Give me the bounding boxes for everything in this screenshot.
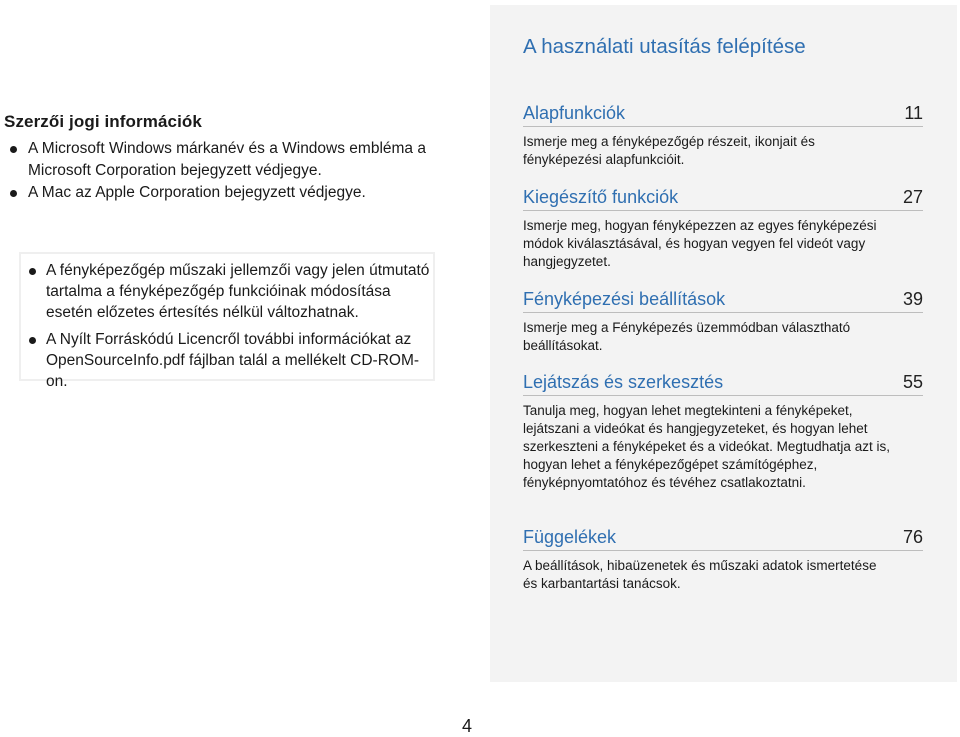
section-page: 76 — [902, 527, 923, 547]
section-description: Ismerje meg a fényképezőgép részeit, ikonjait és fényképezési alapfunkcióit. — [523, 134, 815, 167]
copyright-list — [4, 138, 454, 204]
copyright-item: A Microsoft Windows márkanév és a Windows embléma a Microsoft Corporation bejegyzett védjegye. — [4, 138, 454, 182]
section-description: Ismerje meg a Fényképezés üzemmódban választható beállításokat. — [523, 320, 851, 353]
section-page: 11 — [904, 103, 923, 123]
section-description: Ismerje meg, hogyan fényképezzen az egyes fényképezési módok kiválasztásával, és hogyan vegyen fel videót vagy hangjegyzetet. — [523, 218, 877, 269]
section-page: 27 — [902, 187, 923, 207]
notice-list — [27, 260, 431, 398]
section-title[interactable]: Lejátszás és szerkesztés — [523, 372, 724, 392]
section-title[interactable]: Függelékek — [523, 527, 617, 547]
bullet-icon — [29, 268, 36, 275]
page-number: 4 — [462, 716, 473, 736]
notice-item: A Nyílt Forráskódú Licencről további információkat az OpenSourceInfo.pdf fájlban talál a mellékelt CD-ROM-on. — [27, 329, 431, 392]
section-page: 39 — [902, 289, 923, 309]
section-page: 55 — [902, 372, 923, 392]
toc-section-fenykepezesi[interactable] — [523, 289, 923, 355]
copyright-title: Szerzői jogi információk — [4, 112, 202, 131]
toc-section-kiegeszito[interactable] — [523, 187, 923, 271]
copyright-item: A Mac az Apple Corporation bejegyzett védjegye. — [4, 182, 454, 204]
toc-section-alapfunkciok[interactable] — [523, 103, 923, 169]
section-description: A beállítások, hibaüzenetek és műszaki adatok ismertetése és karbantartási tanácsok. — [523, 558, 877, 591]
toc-title: A használati utasítás felépítése — [523, 35, 806, 58]
toc-section-lejatszas[interactable] — [523, 372, 923, 492]
section-title[interactable]: Kiegészítő funkciók — [523, 187, 679, 207]
bullet-icon — [10, 190, 17, 197]
section-description: Tanulja meg, hogyan lehet megtekinteni a fényképeket, lejátszani a videókat és hangjegyzeteket, és hogyan lehet szerkeszteni a fényképeket és a videókat. Megtudhatja azt is, hogyan lehet a fényképezőgépet számítógéphez, fényképnyomtatóhoz és tévéhez csatlakoztatni. — [523, 403, 890, 490]
bullet-icon — [29, 337, 36, 344]
notice-item: A fényképezőgép műszaki jellemzői vagy jelen útmutató tartalma a fényképezőgép funkcióinak módosítása esetén előzetes értesítés nélkül változhatnak. — [27, 260, 431, 323]
toc-section-fuggelekek[interactable] — [523, 527, 923, 593]
toc-panel — [490, 5, 957, 682]
copyright-section — [4, 112, 454, 204]
section-title[interactable]: Fényképezési beállítások — [523, 289, 726, 309]
section-title[interactable]: Alapfunkciók — [523, 103, 626, 123]
notice-box — [19, 252, 435, 390]
bullet-icon — [10, 146, 17, 153]
